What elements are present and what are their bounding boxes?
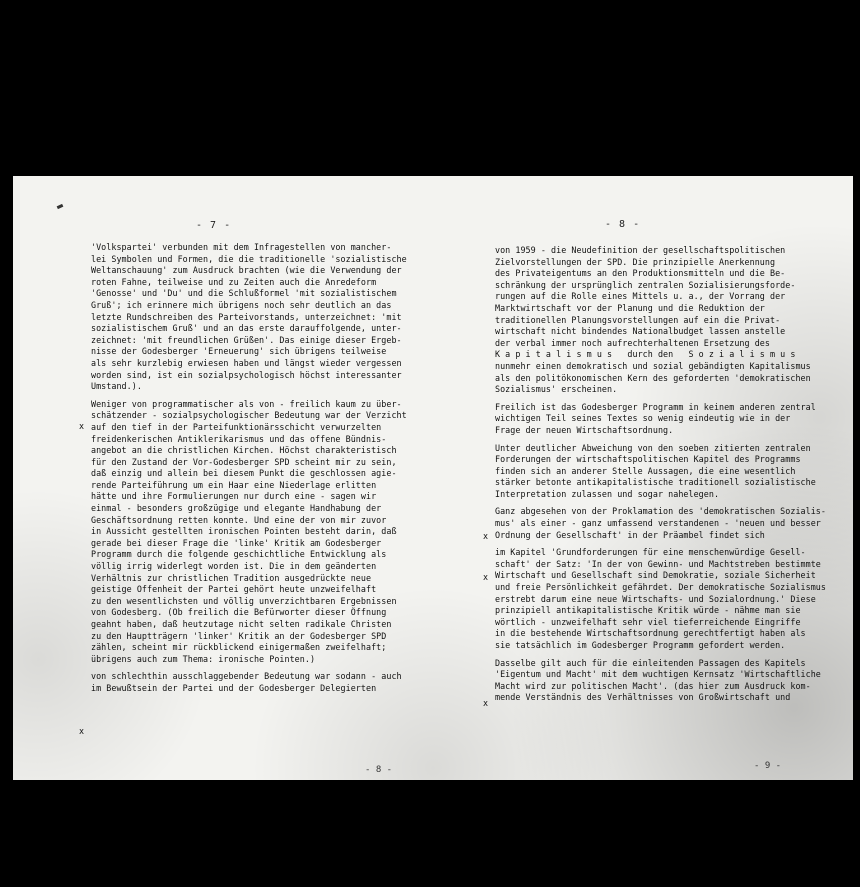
text-line: zu den wesentlichsten und völlig unverzichtbaren Ergebnissen — [91, 595, 397, 606]
text-line: Forderungen der wirtschaftspolitischen Kapitel des Programms — [495, 454, 801, 465]
text-line: Geschäftsordnung retten konnte. Und eine der von mir zuvor — [91, 514, 387, 525]
paragraph-marker: x — [483, 698, 489, 708]
text-line: K a p i t a l i s m u s durch den S o z i a l i s m u s — [495, 349, 796, 360]
text-line: übrigens auch zum Thema: ironische Pointen.) — [91, 653, 316, 664]
text-line: erstrebt darum eine neue Wirtschafts- und Sozialordnung.' Diese — [495, 593, 816, 604]
text-line: Unter deutlicher Abweichung von den soeben zitierten zentralen — [495, 442, 811, 453]
footer-page-number: - 8 - — [365, 765, 393, 775]
text-line: des Privateigentums an den Produktionsmitteln und die Be- — [495, 268, 786, 279]
text-line: in Aussicht gestellten ironischen Pointen besteht darin, daß — [91, 526, 397, 537]
text-line: mende Verständnis des Verhältnisses von Großwirtschaft und — [495, 692, 791, 703]
scanned-document-spread — [13, 176, 853, 780]
text-line: schränkung der ursprünglich zentralen Sozialisierungsforde- — [495, 279, 796, 290]
text-line: Macht wird zur politischen Macht'. (das hier zum Ausdruck kom- — [495, 680, 811, 691]
text-line: Verhältnis zur christlichen Tradition ausgedrückte neue — [91, 572, 372, 583]
text-line: Gruß'; ich erinnere mich übrigens noch sehr deutlich an das — [91, 299, 392, 310]
text-line: der verbal immer noch aufrechterhaltenen Ersetzung des — [495, 337, 770, 348]
text-line: von 1959 - die Neudefinition der gesellschaftspolitischen — [495, 245, 786, 255]
text-line: worden sind, ist ein sozialpsychologisch höchst interessanter — [91, 369, 402, 380]
text-line: Dasselbe gilt auch für die einleitenden Passagen des Kapitels — [495, 657, 806, 668]
text-line: Interpretation zulassen und sogar nahelegen. — [495, 488, 720, 499]
text-line: wirtschaft nicht bindendes Nationalbudget lassen anstelle — [495, 326, 786, 337]
text-line: und freie Persönlichkeit gefährdet. Der demokratische Sozialismus — [495, 582, 826, 593]
text-line: Zielvorstellungen der SPD. Die prinzipielle Anerkennung — [495, 256, 776, 267]
text-line: 'Volkspartei' verbunden mit dem Infragestellen von mancher- — [91, 242, 392, 252]
text-line: stärker betonte antikapitalistische traditionell sozialistische — [495, 477, 816, 488]
right-page — [433, 176, 853, 780]
text-line: wichtigen Teil seines Textes so wenig eindeutig wie in der — [495, 413, 791, 424]
text-line: schaft' der Satz: 'In der von Gewinn- und Machtstreben bestimmte — [495, 558, 821, 569]
paragraph-marker: x — [79, 421, 85, 431]
text-line: Umstand.). — [91, 381, 142, 392]
text-line: prinzipiell antikapitalistische Kritik würde - nähme man sie — [495, 605, 801, 616]
text-line: in die bestehende Wirtschaftsordnung gerechtfertigt haben als — [495, 628, 806, 639]
text-line: rungen auf die Rolle eines Mittels u. a., der Vorrang der — [495, 291, 786, 302]
text-line: zählen, scheint mir rückblickend einigermaßen zweifelhaft; — [91, 642, 387, 653]
text-line: im Bewußtsein der Partei und der Godesberger Delegierten — [91, 682, 377, 693]
text-line: Weltanschauung' zum Ausdruck brachten (wie die Verwendung der — [91, 265, 402, 276]
text-line: Wirtschaft und Gesellschaft sind Demokratie, soziale Sicherheit — [495, 570, 816, 581]
page-number: - 8 - — [605, 219, 641, 230]
text-line: von schlechthin ausschlaggebender Bedeutung war sodann - auch — [91, 671, 402, 682]
text-line: traditionellen Planungsvorstellungen auf ein die Privat- — [495, 314, 781, 325]
text-line: roten Fahne, teilweise und zu Zeiten auch die Anredeform — [91, 276, 377, 287]
text-line: hätte und ihre Formulierungen nur durch eine - sagen wir — [91, 491, 377, 502]
page-body-text — [495, 245, 826, 704]
text-line: schätzender - sozialpsychologischer Bedeutung war der Verzicht — [91, 410, 407, 421]
text-line: letzte Rundschreiben des Parteivorstands, unterzeichnet: 'mit — [91, 311, 402, 322]
text-line: als sehr kurzlebig erwiesen haben und längst wieder vergessen — [91, 357, 402, 368]
text-line: für den Zustand der Vor-Godesberger SPD scheint mir zu sein, — [91, 456, 397, 467]
text-line: Marktwirtschaft vor der Planung und die Reduktion der — [495, 302, 765, 313]
text-line: völlig irrig widerlegt worden ist. Die in dem geänderten — [91, 561, 377, 572]
text-line: geistige Offenheit der Partei gehört heute unzweifelhaft — [91, 584, 377, 595]
text-line: nisse der Godesberger 'Erneuerung' sich übrigens teilweise — [91, 346, 387, 357]
text-line: rende Parteiführung um ein Haar eine Niederlage erlitten — [91, 479, 377, 490]
text-line: gerade bei dieser Frage die 'linke' Kritik am Godesberger — [91, 537, 382, 548]
text-line: daß einzig und allein bei diesem Punkt die geschlossen agie- — [91, 468, 397, 479]
text-line: Ganz abgesehen von der Proklamation des 'demokratischen Sozialis- — [495, 506, 826, 517]
page-number: - 7 - — [196, 220, 232, 231]
text-line: lei Symbolen und Formen, die die traditionelle 'sozialistische — [91, 253, 407, 264]
text-line: Ordnung der Gesellschaft' in der Präambel findet sich — [495, 529, 765, 540]
text-line: als den politökonomischen Kern des geforderten 'demokratischen — [495, 372, 811, 383]
text-line: freidenkerischen Antiklerikarismus und das offene Bündnis- — [91, 433, 387, 444]
left-page — [13, 176, 433, 780]
text-line: geahnt haben, daß heutzutage nicht selten radikale Christen — [91, 619, 392, 629]
text-line: 'Eigentum und Macht' mit dem wuchtigen Kernsatz 'Wirtschaftliche — [495, 669, 821, 680]
text-line: sozialistischem Gruß' und an das erste darauffolgende, unter- — [91, 323, 402, 334]
text-line: mus' als einer - ganz umfassend verstandenen - 'neuen und besser — [495, 518, 821, 529]
text-line: angebot an die christlichen Kirchen. Höchst charakteristisch — [91, 445, 397, 456]
text-line: Programm durch die folgende geschichtliche Entwicklung als — [91, 549, 387, 560]
text-line: wörtlich - unzweifelhaft sehr viel tieferreichende Eingriffe — [495, 616, 801, 627]
paragraph-marker: x — [483, 531, 489, 541]
paragraph-marker: x — [483, 572, 489, 582]
paragraph-marker: x — [79, 726, 85, 736]
text-line: einmal - besonders großzügige und elegante Handhabung der — [91, 503, 382, 514]
page-body-text — [91, 242, 407, 695]
text-line: zu den Hauptträgern 'linker' Kritik an der Godesberger SPD — [91, 630, 387, 641]
text-line: Sozialismus' erscheinen. — [495, 384, 618, 395]
text-line: Freilich ist das Godesberger Programm in keinem anderen zentral — [495, 401, 816, 412]
text-line: finden sich an anderer Stelle Aussagen, die eine wesentlich — [495, 465, 796, 476]
text-line: im Kapitel 'Grundforderungen für eine menschenwürdige Gesell- — [495, 547, 806, 558]
text-line: Weniger von programmatischer als von - freilich kaum zu über- — [91, 398, 402, 409]
text-line: auf den tief in der Parteifunktionärsschicht verwurzelten — [91, 421, 382, 432]
text-line: 'Genosse' und 'Du' und die Schlußformel 'mit sozialistischem — [91, 288, 397, 299]
text-line: sie tatsächlich im Godesberger Programm gefordert werden. — [495, 640, 786, 650]
text-line: Frage der neuen Wirtschaftsordnung. — [495, 424, 674, 435]
footer-page-number: - 9 - — [754, 761, 782, 771]
text-line: von Godesberg. (Ob freilich die Befürworter dieser Öffnung — [91, 607, 387, 618]
text-line: nunmehr einen demokratisch und sozial gebändigten Kapitalismus — [495, 360, 811, 371]
text-line: zeichnet: 'mit freundlichen Grüßen'. Das einige dieser Ergeb- — [91, 334, 402, 345]
